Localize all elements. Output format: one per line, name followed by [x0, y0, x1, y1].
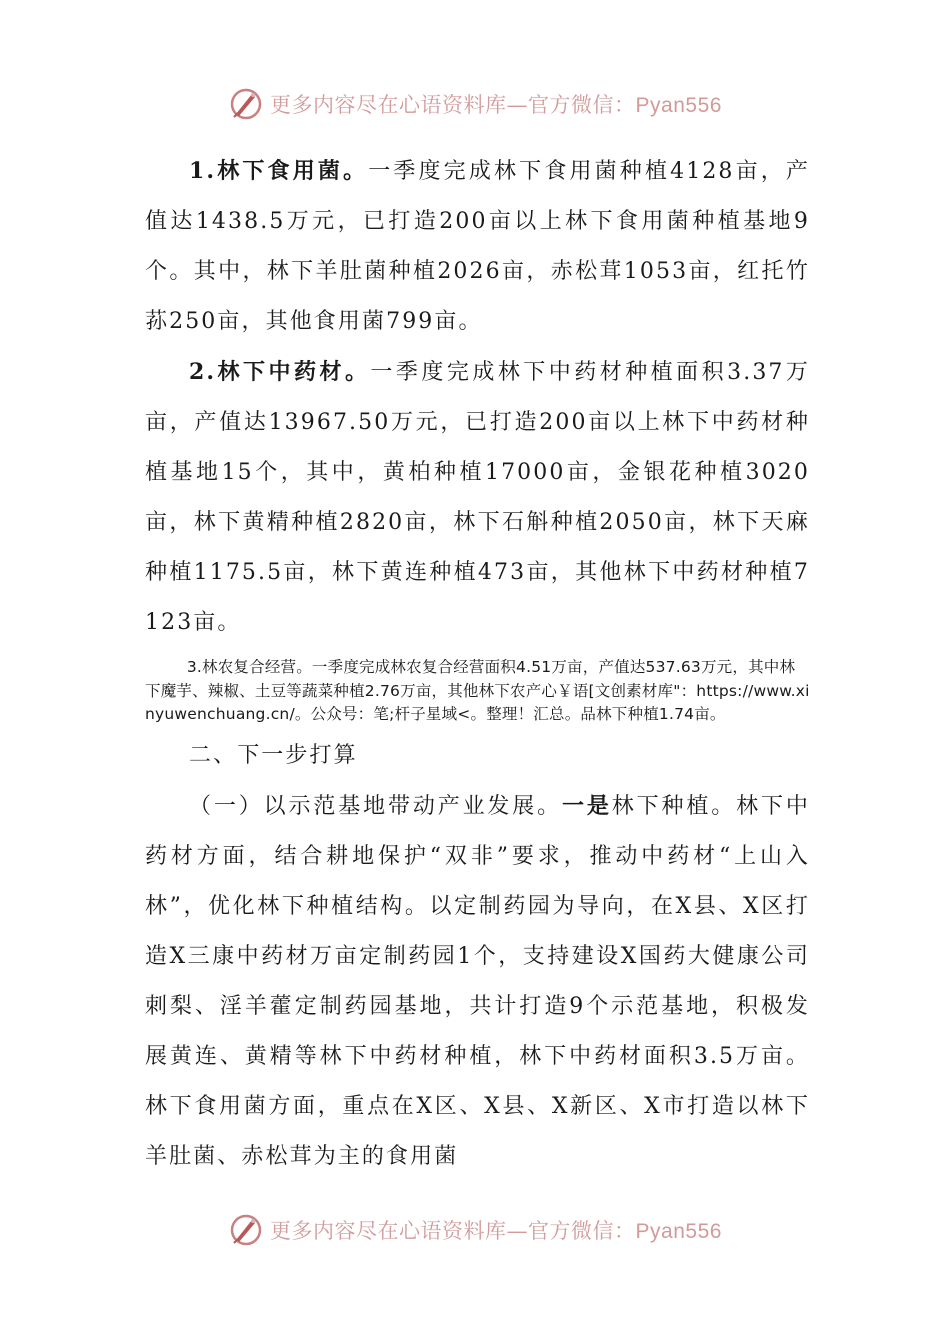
section-herbal-medicine-body: 一季度完成林下中药材种植面积3.37万亩，产值达13967.50万元，已打造200亩以上林下中药材种植基地15个，其中，黄柏种植17000亩，金银花种植3020亩，林下黄精种植2820亩，林下石斛种植2050亩，林下天麻种植1175.5亩，林下黄连种植473亩，其他林下中药材种植7123亩。	[145, 360, 810, 635]
section-demo-base	[145, 781, 810, 1182]
section-herbal-medicine-title: 2.林下中药材。	[189, 359, 371, 385]
watermark-text: 更多内容尽在心语资料库—官方微信：Pyan556	[270, 93, 722, 117]
section-demo-base-lead: （一）以示范基地带动产业发展。	[189, 793, 563, 819]
section-edible-fungi-title: 1.林下食用菌。	[189, 158, 369, 184]
heading-next-steps: 二、下一步打算	[189, 742, 358, 768]
quill-pen-logo-icon	[228, 86, 264, 122]
section-demo-base-body: 林下种植。林下中药材方面，结合耕地保护“双非”要求，推动中药材“上山入林”，优化林下种植结构。以定制药园为导向，在X县、X区打造X三康中药材万亩定制药园1个，支持建设X国药大健康公司刺梨、淫羊藿定制药园基地，共计打造9个示范基地，积极发展黄连、黄精等林下中药材种植，林下中药材面积3.5万亩。林下食用菌方面，重点在X区、X县、X新区、X市打造以林下羊肚菌、赤松茸为主的食用菌	[145, 793, 810, 1169]
watermark-footer	[0, 1210, 950, 1250]
document-body	[145, 146, 810, 1182]
section-edible-fungi	[145, 146, 810, 347]
watermark-header	[0, 84, 950, 124]
section-herbal-medicine	[145, 347, 810, 648]
section-edible-fungi-body: 一季度完成林下食用菌种植4128亩，产值达1438.5万元，已打造200亩以上林下食用菌种植基地9个。其中，林下羊肚菌种植2026亩，赤松茸1053亩，红托竹荪250亩，其他食用菌799亩。	[145, 159, 810, 334]
section-agroforestry: 3.林农复合经营。一季度完成林农复合经营面积4.51万亩，产值达537.63万元，其中林下魔芋、辣椒、土豆等蔬菜种植2.76万亩，其他林下农产心￥语[文创素材库"：https://www.xinyuwenchuang.cn/。公众号：笔;杆子星域<。整理！汇总。品林下种植1.74亩。	[145, 658, 810, 723]
quill-pen-logo-icon	[228, 1212, 264, 1248]
section-demo-base-bold: 一是	[562, 792, 612, 819]
watermark-text: 更多内容尽在心语资料库—官方微信：Pyan556	[270, 1219, 722, 1243]
